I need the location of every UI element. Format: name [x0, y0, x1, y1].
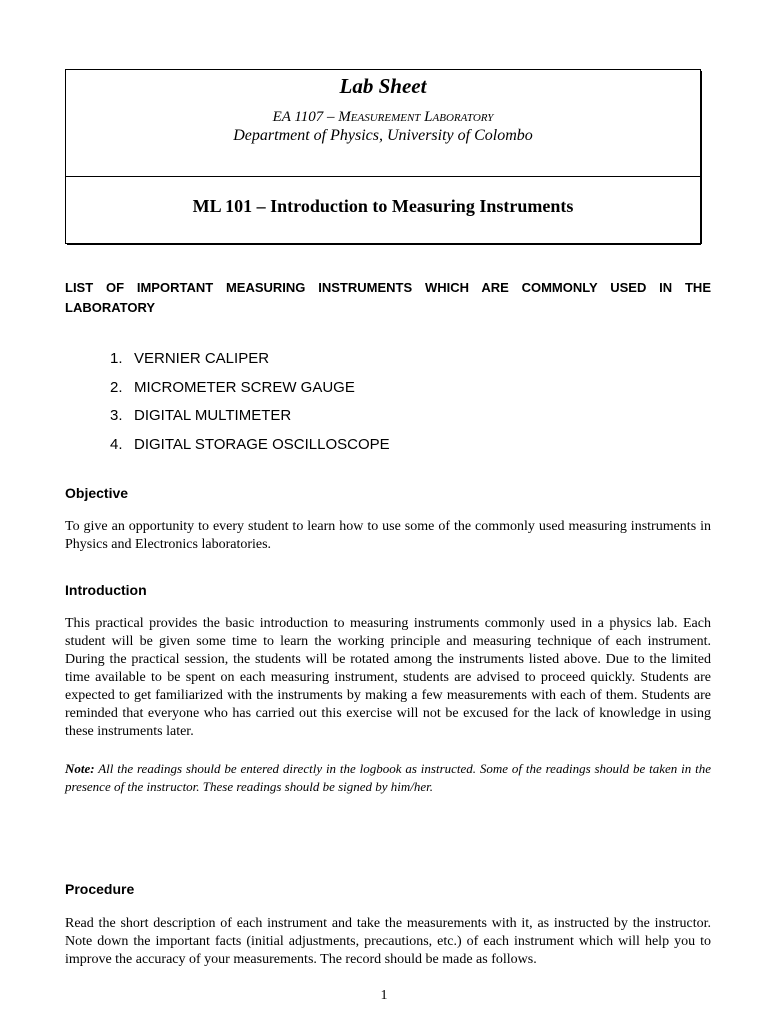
note-label: Note:: [65, 761, 95, 776]
list-item: 1. VERNIER CALIPER: [110, 350, 270, 367]
introduction-heading: Introduction: [65, 582, 147, 598]
course-name: Measurement Laboratory: [338, 109, 494, 125]
introduction-text: This practical provides the basic introduction to measuring instruments commonly used in a physics lab. Each student will be given some time to learn the working principle and measuring technique of each instrument. During the practical session, the students will be rotated among the instruments listed above. Due to the limited time available to be spent on each measuring instrument, students are advised to proceed quickly. Students are expected to get familiarized with the instruments by making a few measurements with each of them. Students are reminded that everyone who has carried out this exercise will not be excused for the lack of knowledge in using these instruments later.: [65, 616, 711, 739]
experiment-title: ML 101 – Introduction to Measuring Instruments: [192, 196, 574, 216]
header-shadow-bottom: [67, 244, 701, 245]
procedure-text: Read the short description of each instrument and take the measurements with it, as instructed by the instructor. Note down the important facts (initial adjustments, precautions, etc.) of each instrument which will help you to improve the accuracy of your measurements. The record should be made as follows.: [65, 916, 711, 967]
list-item: 4. DIGITAL STORAGE OSCILLOSCOPE: [110, 435, 390, 453]
department-line: Department of Physics, University of Colombo: [233, 127, 533, 144]
list-item: 3. DIGITAL MULTIMETER: [110, 407, 292, 424]
procedure-heading: Procedure: [65, 881, 135, 897]
header-shadow-right: [701, 71, 702, 244]
course-code: EA 1107 –: [272, 109, 335, 125]
header-top-section: [66, 70, 700, 177]
objective-heading: Objective: [65, 485, 129, 501]
instrument-list-title: LIST OF IMPORTANT MEASURING INSTRUMENTS WHICH ARE COMMONLY USED IN THE LABORATORY: [65, 280, 711, 315]
list-item: 2. MICROMETER SCREW GAUGE: [110, 378, 355, 396]
course-line: [66, 108, 700, 126]
note-text: All the readings should be entered directly in the logbook as instructed. Some of the readings should be taken in the presence of the instructor. These readings should be signed by him/her.: [65, 761, 711, 794]
lab-sheet-title: Lab Sheet: [339, 74, 427, 98]
page-number: 1: [380, 988, 388, 1003]
note-paragraph: [65, 760, 711, 796]
instrument-list: [110, 349, 390, 463]
objective-text: To give an opportunity to every student to learn how to use some of the commonly used measuring instruments in Physics and Electronics laboratories.: [65, 519, 711, 552]
lab-sheet-header: [65, 69, 701, 244]
